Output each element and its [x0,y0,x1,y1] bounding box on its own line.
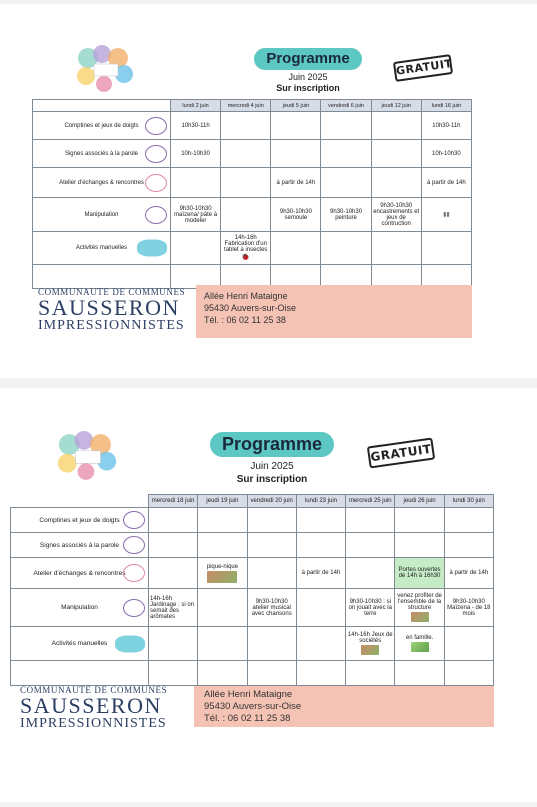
day-header: lundi 2 juin [171,100,221,112]
insect-icon: 🐞 [241,254,251,261]
activity-label: Atelier d'échanges & rencontres [33,168,171,198]
schedule-table [10,494,494,686]
cc-line-2: SAUSSERON [38,295,180,320]
activity-label: Comptines et jeux de doigts [11,508,149,533]
table-row [33,112,472,140]
schedule-cell [198,508,247,533]
corner-cell [33,100,171,112]
schedule-cell: à partir de 14h [271,168,321,198]
day-header: vendredi 6 juin [321,100,371,112]
empty-cell [247,661,296,686]
age-badge-icon [123,599,145,617]
schedule-cell [271,140,321,168]
schedule-cell [221,168,271,198]
cc-line-3: IMPRESSIONNISTES [20,716,167,731]
schedule-cell [346,533,395,558]
schedule-cell: 10h30-11h [171,112,221,140]
schedule-cell [296,508,345,533]
cc-line-2: SAUSSERON [20,693,162,718]
schedule-table [32,99,472,289]
schedule-cell: 9h30-10h30 encastrements et jeux de contruction [371,198,421,232]
schedule-cell [149,533,198,558]
garden-photo [411,642,429,652]
schedule-cell [296,589,345,627]
schedule-cell: 14h-16h Jardinage : si on semait des arômates [149,589,198,627]
empty-cell [11,661,149,686]
free-stamp: GRATUIT [393,54,453,82]
schedule-cell [371,112,421,140]
address-city: 95430 Auvers-sur-Oise [204,303,297,313]
schedule-cell [444,508,493,533]
schedule-cell [171,232,221,265]
table-row [33,168,472,198]
empty-cell [444,661,493,686]
address-phone: Tél. : 06 02 11 25 38 [204,315,286,325]
schedule-cell [221,112,271,140]
month-label: Juin 2025 [288,72,328,82]
day-header: mercredi 25 juin [346,495,395,508]
programme-title: Programme [210,432,334,457]
schedule-cell [395,508,444,533]
schedule-cell [421,232,471,265]
table-row [11,627,494,661]
schedule-cell: venez profiter de l'ensemble de la structure [395,589,444,627]
schedule-cell: 14h-16h Fabrication d'un tablet à insectes 🐞 [221,232,271,265]
schedule-cell [247,533,296,558]
schedule-cell [149,558,198,589]
schedule-cell [221,198,271,232]
schedule-cell: 9h30-10h30 Maïzena - de 18 mois [444,589,493,627]
activity-label: Signes associés à la parole [33,140,171,168]
activity-label: Comptines et jeux de doigts [33,112,171,140]
table-row [33,232,472,265]
empty-cell [395,661,444,686]
activity-label: Signes associés à la parole [11,533,149,558]
schedule-cell [271,112,321,140]
address-box [196,285,472,338]
schedule-cell [321,232,371,265]
flower-logo-icon [74,44,136,94]
free-stamp: GRATUIT [367,438,435,469]
address-box [194,686,494,727]
day-header: lundi 30 juin [444,495,493,508]
schedule-cell [271,232,321,265]
day-header: vendredi 20 juin [247,495,296,508]
age-badge-icon [123,511,145,529]
table-header-row [33,100,472,112]
schedule-cell: pique-nique [198,558,247,589]
schedule-cell [371,168,421,198]
activity-label: Manipulation [33,198,171,232]
day-header: mercredi 18 juin [149,495,198,508]
day-header: jeudi 5 juin [271,100,321,112]
address-street: Allée Henri Mataigne [204,291,288,301]
schedule-cell: 10h30-11h [421,112,471,140]
day-header: jeudi 26 juin [395,495,444,508]
day-header: lundi 23 juin [296,495,345,508]
empty-cell [149,661,198,686]
schedule-cell [444,627,493,661]
table-header-row [11,495,494,508]
schedule-cell [296,627,345,661]
schedule-cell [221,140,271,168]
schedule-cell [247,627,296,661]
schedule-cell: 14h-16h Jeux de sociétés [346,627,395,661]
schedule-cell: 9h30-10h30 peinture [321,198,371,232]
programme-title: Programme [254,48,362,70]
activity-label: Activités manuelles [33,232,171,265]
address-city: 95430 Auvers-sur-Oise [204,701,302,712]
schedule-cell [247,508,296,533]
age-badge-icon [137,240,167,257]
empty-cell [346,661,395,686]
toy-blocks-icon: ▮▮ [443,212,450,218]
community-logo [20,686,167,731]
schedule-cell [321,168,371,198]
empty-cell [33,265,171,289]
table-row [33,140,472,168]
schedule-cell: 9h30-10h30 maïzena/ pâte à modeler [171,198,221,232]
table-row [33,198,472,232]
age-badge-icon [115,635,145,652]
programme-subtitle [210,460,334,486]
activity-label: Activités manuelles [11,627,149,661]
schedule-cell: 9h30-10h30 : si on jouait avec la terre [346,589,395,627]
schedule-cell [247,558,296,589]
schedule-cell: 10h-10h30 [171,140,221,168]
schedule-cell: Portes ouvertes de 14h à 16h30 [395,558,444,589]
address-phone: Tél. : 06 02 11 25 38 [204,713,291,724]
schedule-cell [421,198,471,232]
age-badge-icon [145,145,167,163]
empty-cell [198,661,247,686]
schedule-cell [198,589,247,627]
schedule-cell: 10h-10h30 [421,140,471,168]
table-row [11,533,494,558]
age-badge-icon [145,117,167,135]
day-header: jeudi 12 juin [371,100,421,112]
flower-logo-icon [54,430,120,482]
age-badge-icon [145,206,167,224]
day-header: jeudi 19 juin [198,495,247,508]
address-street: Allée Henri Mataigne [204,689,293,700]
empty-cell [296,661,345,686]
schedule-cell [321,140,371,168]
schedule-cell: à partir de 14h [421,168,471,198]
table-row [11,661,494,686]
sheet-2 [0,388,537,802]
schedule-cell: 9h30-10h30 atelier musical avec chansons [247,589,296,627]
schedule-cell [149,508,198,533]
cc-line-1: COMMUNAUTE DE COMMUNES [38,287,186,297]
schedule-cell [371,140,421,168]
activity-label: Manipulation [11,589,149,627]
activity-label: Atelier d'échanges & rencontres [11,558,149,589]
schedule-cell [198,533,247,558]
schedule-cell [171,168,221,198]
schedule-cell: à partir de 14h [444,558,493,589]
community-logo [38,288,185,333]
cc-line-1: COMMUNAUTE DE COMMUNES [20,685,168,695]
age-badge-icon [145,174,167,192]
inscription-label: Sur inscription [236,474,308,485]
schedule-cell [198,627,247,661]
schedule-cell: à partir de 14h [296,558,345,589]
table-row [11,508,494,533]
inscription-label: Sur inscription [276,83,340,93]
schedule-cell [321,112,371,140]
schedule-cell [149,627,198,661]
table-row [11,589,494,627]
schedule-cell [395,533,444,558]
table-row [11,558,494,589]
age-badge-icon [123,536,145,554]
schedule-cell [444,533,493,558]
schedule-cell [346,558,395,589]
programme-subtitle [254,72,362,94]
structure-photo [411,612,429,622]
schedule-cell [346,508,395,533]
sheet-1 [0,4,537,378]
schedule-cell [296,533,345,558]
schedule-cell: en famille. [395,627,444,661]
age-badge-icon [123,564,145,582]
picnic-photo [207,571,237,583]
schedule-cell [371,232,421,265]
corner-cell [11,495,149,508]
day-header: lundi 16 juin [421,100,471,112]
day-header: mercredi 4 juin [221,100,271,112]
schedule-cell: 9h30-10h30 semoule [271,198,321,232]
month-label: Juin 2025 [250,461,294,472]
board-games-photo [361,645,379,655]
cc-line-3: IMPRESSIONNISTES [38,318,185,333]
